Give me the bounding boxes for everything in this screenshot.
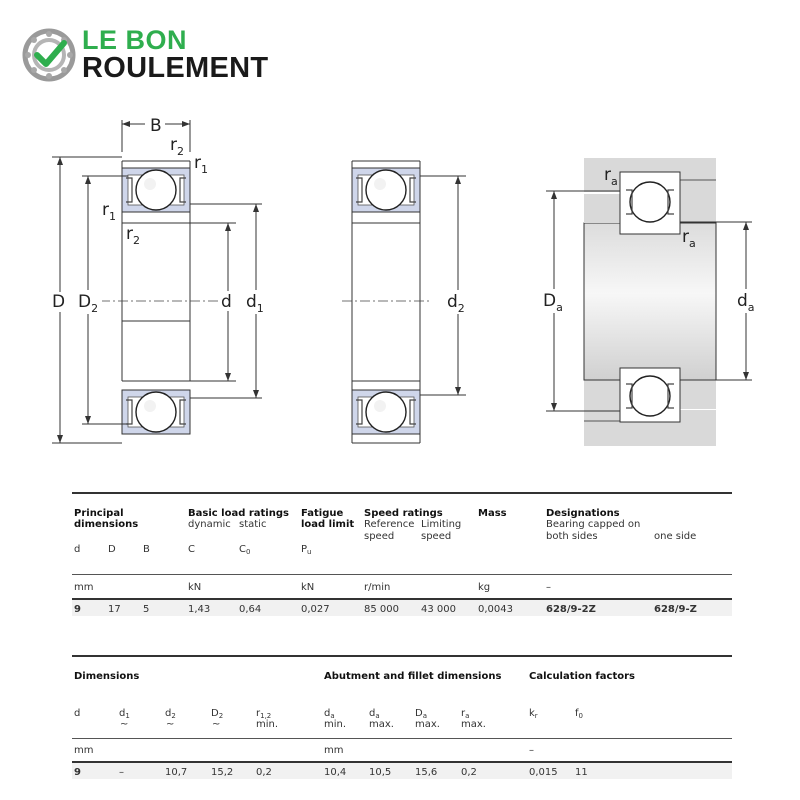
- bearing-check-icon: [22, 28, 76, 82]
- label-d2: $d_2$: [447, 292, 465, 315]
- sym2-da-max: $d_a$: [369, 708, 380, 720]
- sym2-f0: $f_0$: [575, 708, 583, 720]
- label-Da: $D_a$: [543, 291, 563, 314]
- label-ra-side: $r_a$: [682, 227, 696, 250]
- hdr-designations: Designations: [546, 508, 620, 519]
- row-d: 9: [74, 604, 81, 615]
- row2-D2: 15,2: [211, 767, 234, 778]
- hdr-reference-speed: speed: [364, 531, 395, 542]
- unit-kg: kg: [478, 582, 491, 593]
- row2-d: 9: [74, 767, 81, 778]
- row2-Da-max: 15,6: [415, 767, 438, 778]
- hdr-dimensions: dimensions: [74, 519, 139, 530]
- sym2-d: d: [74, 708, 81, 719]
- hdr-capped: Bearing capped on: [546, 519, 641, 530]
- row2-d1: –: [119, 767, 124, 778]
- brand-logo: [22, 26, 312, 84]
- hdr-abutment: Abutment and fillet dimensions: [324, 671, 502, 682]
- logo-line-1: LE BON: [82, 25, 188, 55]
- hdr-load-limit: load limit: [301, 519, 355, 530]
- label-D2: $D_2$: [78, 292, 99, 315]
- sym2-Da-max-label: max.: [415, 719, 440, 730]
- bearing-section-view-1: [51, 114, 269, 443]
- unit2-mm-abutment: mm: [324, 745, 344, 756]
- label-d: d: [221, 292, 232, 312]
- sym-B: B: [143, 544, 150, 555]
- sym2-d2-approx: ~: [166, 719, 175, 730]
- bearing-section-view-2: [342, 161, 470, 443]
- row2-r12: 0,2: [256, 767, 272, 778]
- label-B: B: [150, 116, 162, 136]
- sym2-ra-max-label: max.: [461, 719, 486, 730]
- sym2-Da-max: $D_a$: [415, 708, 427, 720]
- unit-kN-load: kN: [188, 582, 202, 593]
- hdr-speed: Speed ratings: [364, 508, 443, 519]
- label-da: $d_a$: [737, 291, 755, 314]
- unit2-dash: –: [529, 745, 534, 756]
- sym-C: C: [188, 544, 195, 555]
- row-lim-speed: 43 000: [421, 604, 456, 615]
- bearing-data-table: [72, 492, 732, 622]
- unit2-mm-dims: mm: [74, 745, 94, 756]
- unit-dash: –: [546, 582, 551, 593]
- row-designation-one: 628/9-Z: [654, 604, 697, 615]
- sym-C0: $C_0$: [239, 544, 251, 556]
- sym2-d2: $d_2$: [165, 708, 176, 720]
- hdr-limiting-speed: speed: [421, 531, 452, 542]
- row2-d2: 10,7: [165, 767, 188, 778]
- hdr-one-side: one side: [654, 531, 697, 542]
- label-D: D: [52, 292, 66, 312]
- logo-line-2: ROULEMENT: [82, 52, 269, 84]
- row-Pu: 0,027: [301, 604, 330, 615]
- hdr-dynamic: dynamic: [188, 519, 231, 530]
- label-r1-left: $r_1$: [102, 200, 116, 223]
- row2-f0: 11: [575, 767, 588, 778]
- row2-ra-max: 0,2: [461, 767, 477, 778]
- label-ra-top: $r_a$: [604, 165, 618, 188]
- hdr-static: static: [239, 519, 267, 530]
- sym2-r12-min: min.: [256, 719, 279, 730]
- sym-Pu: $P_u$: [301, 544, 312, 556]
- label-r1-top: $r_1$: [194, 153, 208, 176]
- hdr-principal: Principal: [74, 508, 124, 519]
- hdr-mass: Mass: [478, 508, 507, 519]
- bearing-mounting-view: [542, 158, 759, 446]
- sym-d: d: [74, 544, 81, 555]
- sym2-da-min: $d_a$: [324, 708, 335, 720]
- sym2-d1-approx: ~: [120, 719, 129, 730]
- hdr-calc: Calculation factors: [529, 671, 635, 682]
- sym2-r12: $r_{1,2}$: [256, 708, 272, 720]
- dimensions-table: [72, 655, 732, 785]
- sym2-da-max-label: max.: [369, 719, 394, 730]
- sym2-d1: $d_1$: [119, 708, 130, 720]
- sym2-da-min-label: min.: [324, 719, 347, 730]
- row-D: 17: [108, 604, 121, 615]
- unit-kN-fatigue: kN: [301, 582, 315, 593]
- sym2-ra-max: $r_a$: [461, 708, 470, 720]
- hdr-reference: Reference: [364, 519, 415, 530]
- hdr-dims: Dimensions: [74, 671, 140, 682]
- row-ref-speed: 85 000: [364, 604, 399, 615]
- label-r2-top: $r_2$: [170, 135, 184, 158]
- bearing-drawing: [0, 100, 800, 460]
- label-d1: $d_1$: [246, 292, 264, 315]
- hdr-basic-load: Basic load ratings: [188, 508, 289, 519]
- row2-da-max: 10,5: [369, 767, 392, 778]
- unit-rmin: r/min: [364, 582, 391, 593]
- hdr-limiting: Limiting: [421, 519, 462, 530]
- sym2-kr: $k_r$: [529, 708, 538, 720]
- row-C: 1,43: [188, 604, 211, 615]
- sym-D: D: [108, 544, 116, 555]
- row-mass: 0,0043: [478, 604, 513, 615]
- sym2-D2-approx: ~: [212, 719, 221, 730]
- row-B: 5: [143, 604, 150, 615]
- row2-da-min: 10,4: [324, 767, 347, 778]
- row-designation-both: 628/9-2Z: [546, 604, 596, 615]
- hdr-both-sides: both sides: [546, 531, 598, 542]
- sym2-D2: $D_2$: [211, 708, 224, 720]
- hdr-fatigue: Fatigue: [301, 508, 344, 519]
- unit-mm: mm: [74, 582, 94, 593]
- row2-kr: 0,015: [529, 767, 558, 778]
- label-r2-left: $r_2$: [126, 224, 140, 247]
- row-C0: 0,64: [239, 604, 262, 615]
